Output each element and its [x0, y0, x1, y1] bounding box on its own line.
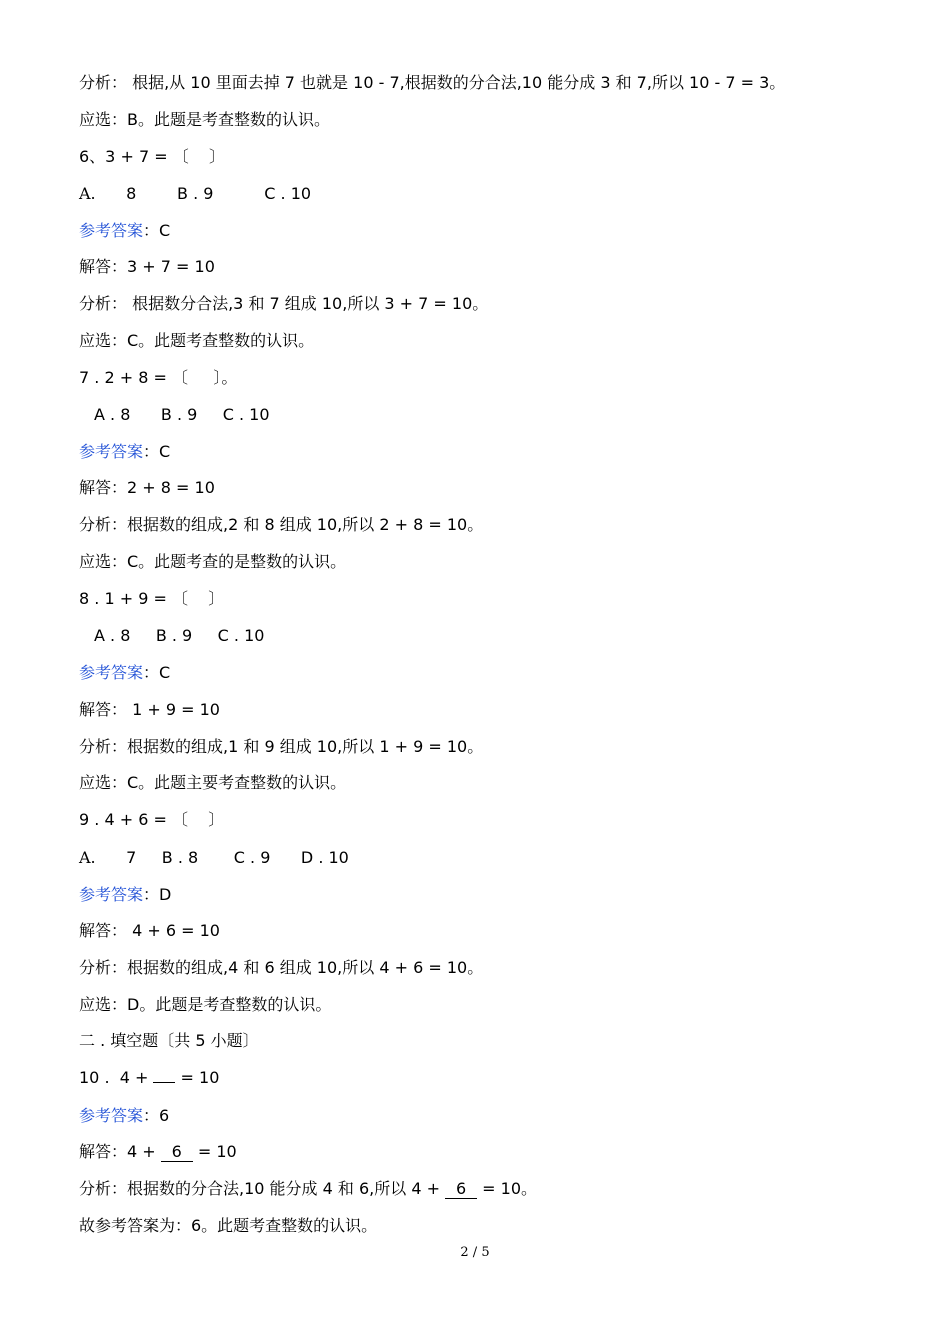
- analysis-line: 分析： 根据数分合法,3 和 7 组成 10,所以 3 + 7 = 10。: [79, 294, 489, 313]
- analysis-line: 分析：根据数的组成,4 和 6 组成 10,所以 4 + 6 = 10。: [79, 958, 484, 977]
- answer-line: [79, 220, 170, 242]
- options-text: 7 B . 8 C . 9 D . 10: [95, 848, 349, 867]
- options-text: 8 B . 9 C . 10: [95, 184, 312, 203]
- question-9: 9 . 4 + 6 = 〔 〕: [79, 810, 225, 829]
- question-6-options: [79, 183, 311, 205]
- choice-line: 应选：C。此题考查的是整数的认识。: [79, 552, 347, 571]
- page-number: 2 / 5: [460, 1245, 490, 1260]
- choice-line: 应选：D。此题是考查整数的认识。: [79, 995, 332, 1014]
- answer-line: [79, 441, 170, 463]
- answer-value: ：C: [143, 221, 171, 240]
- solution-line: 解答： 1 + 9 = 10: [79, 700, 220, 719]
- answer-value: ：6: [143, 1106, 170, 1125]
- filled-blank: 6: [445, 1180, 477, 1199]
- solution-line: [79, 1141, 237, 1163]
- answer-label: 参考答案: [79, 1106, 144, 1125]
- question-8: 8 . 1 + 9 = 〔 〕: [79, 589, 225, 608]
- solution-line: 解答：2 + 8 = 10: [79, 478, 215, 497]
- choice-line: 应选：C。此题考查整数的认识。: [79, 331, 315, 350]
- answer-label: 参考答案: [79, 221, 144, 240]
- analysis-line: 分析： 根据,从 10 里面去掉 7 也就是 10 - 7,根据数的分合法,10 能分成 3 和 7,所以 10 - 7 = 3。: [79, 73, 786, 92]
- filled-blank: 6: [161, 1143, 193, 1162]
- analysis-line: 分析：根据数的组成,2 和 8 组成 10,所以 2 + 8 = 10。: [79, 515, 484, 534]
- fill-blank: [153, 1082, 175, 1083]
- question-9-options: [79, 847, 349, 869]
- solution-line: 解答：3 + 7 = 10: [79, 257, 215, 276]
- option-a-label: A.: [79, 848, 96, 867]
- answer-line: [79, 1105, 169, 1127]
- conclusion-line: 故参考答案为：6。此题考查整数的认识。: [79, 1216, 378, 1235]
- answer-line: [79, 662, 170, 684]
- solution-pre: 解答：4 +: [79, 1142, 161, 1161]
- answer-label: 参考答案: [79, 442, 144, 461]
- choice-line: 应选：C。此题主要考查整数的认识。: [79, 773, 347, 792]
- answer-value: ：D: [143, 885, 172, 904]
- option-a-label: A.: [79, 184, 96, 203]
- question-10-post: = 10: [175, 1068, 220, 1087]
- answer-line: [79, 884, 171, 906]
- answer-label: 参考答案: [79, 885, 144, 904]
- section-heading: 二 . 填空题〔共 5 小题〕: [79, 1031, 259, 1050]
- question-10: [79, 1067, 219, 1089]
- solution-post: = 10: [192, 1142, 237, 1161]
- analysis-line: 分析：根据数的组成,1 和 9 组成 10,所以 1 + 9 = 10。: [79, 737, 484, 756]
- analysis-pre: 分析：根据数的分合法,10 能分成 4 和 6,所以 4 +: [79, 1179, 446, 1198]
- solution-line: 解答： 4 + 6 = 10: [79, 921, 220, 940]
- answer-label: 参考答案: [79, 663, 144, 682]
- analysis-line: [79, 1178, 537, 1200]
- analysis-post: = 10。: [477, 1179, 538, 1198]
- answer-value: ：C: [143, 663, 171, 682]
- question-10-pre: 10 . 4 +: [79, 1068, 154, 1087]
- question-8-options: A . 8 B . 9 C . 10: [94, 626, 265, 645]
- answer-value: ：C: [143, 442, 171, 461]
- choice-line: 应选：B。此题是考查整数的认识。: [79, 110, 330, 129]
- question-6: 6、3 + 7 = 〔 〕: [79, 147, 226, 166]
- question-7-options: A . 8 B . 9 C . 10: [94, 405, 270, 424]
- question-7: 7 . 2 + 8 = 〔 〕。: [79, 368, 238, 387]
